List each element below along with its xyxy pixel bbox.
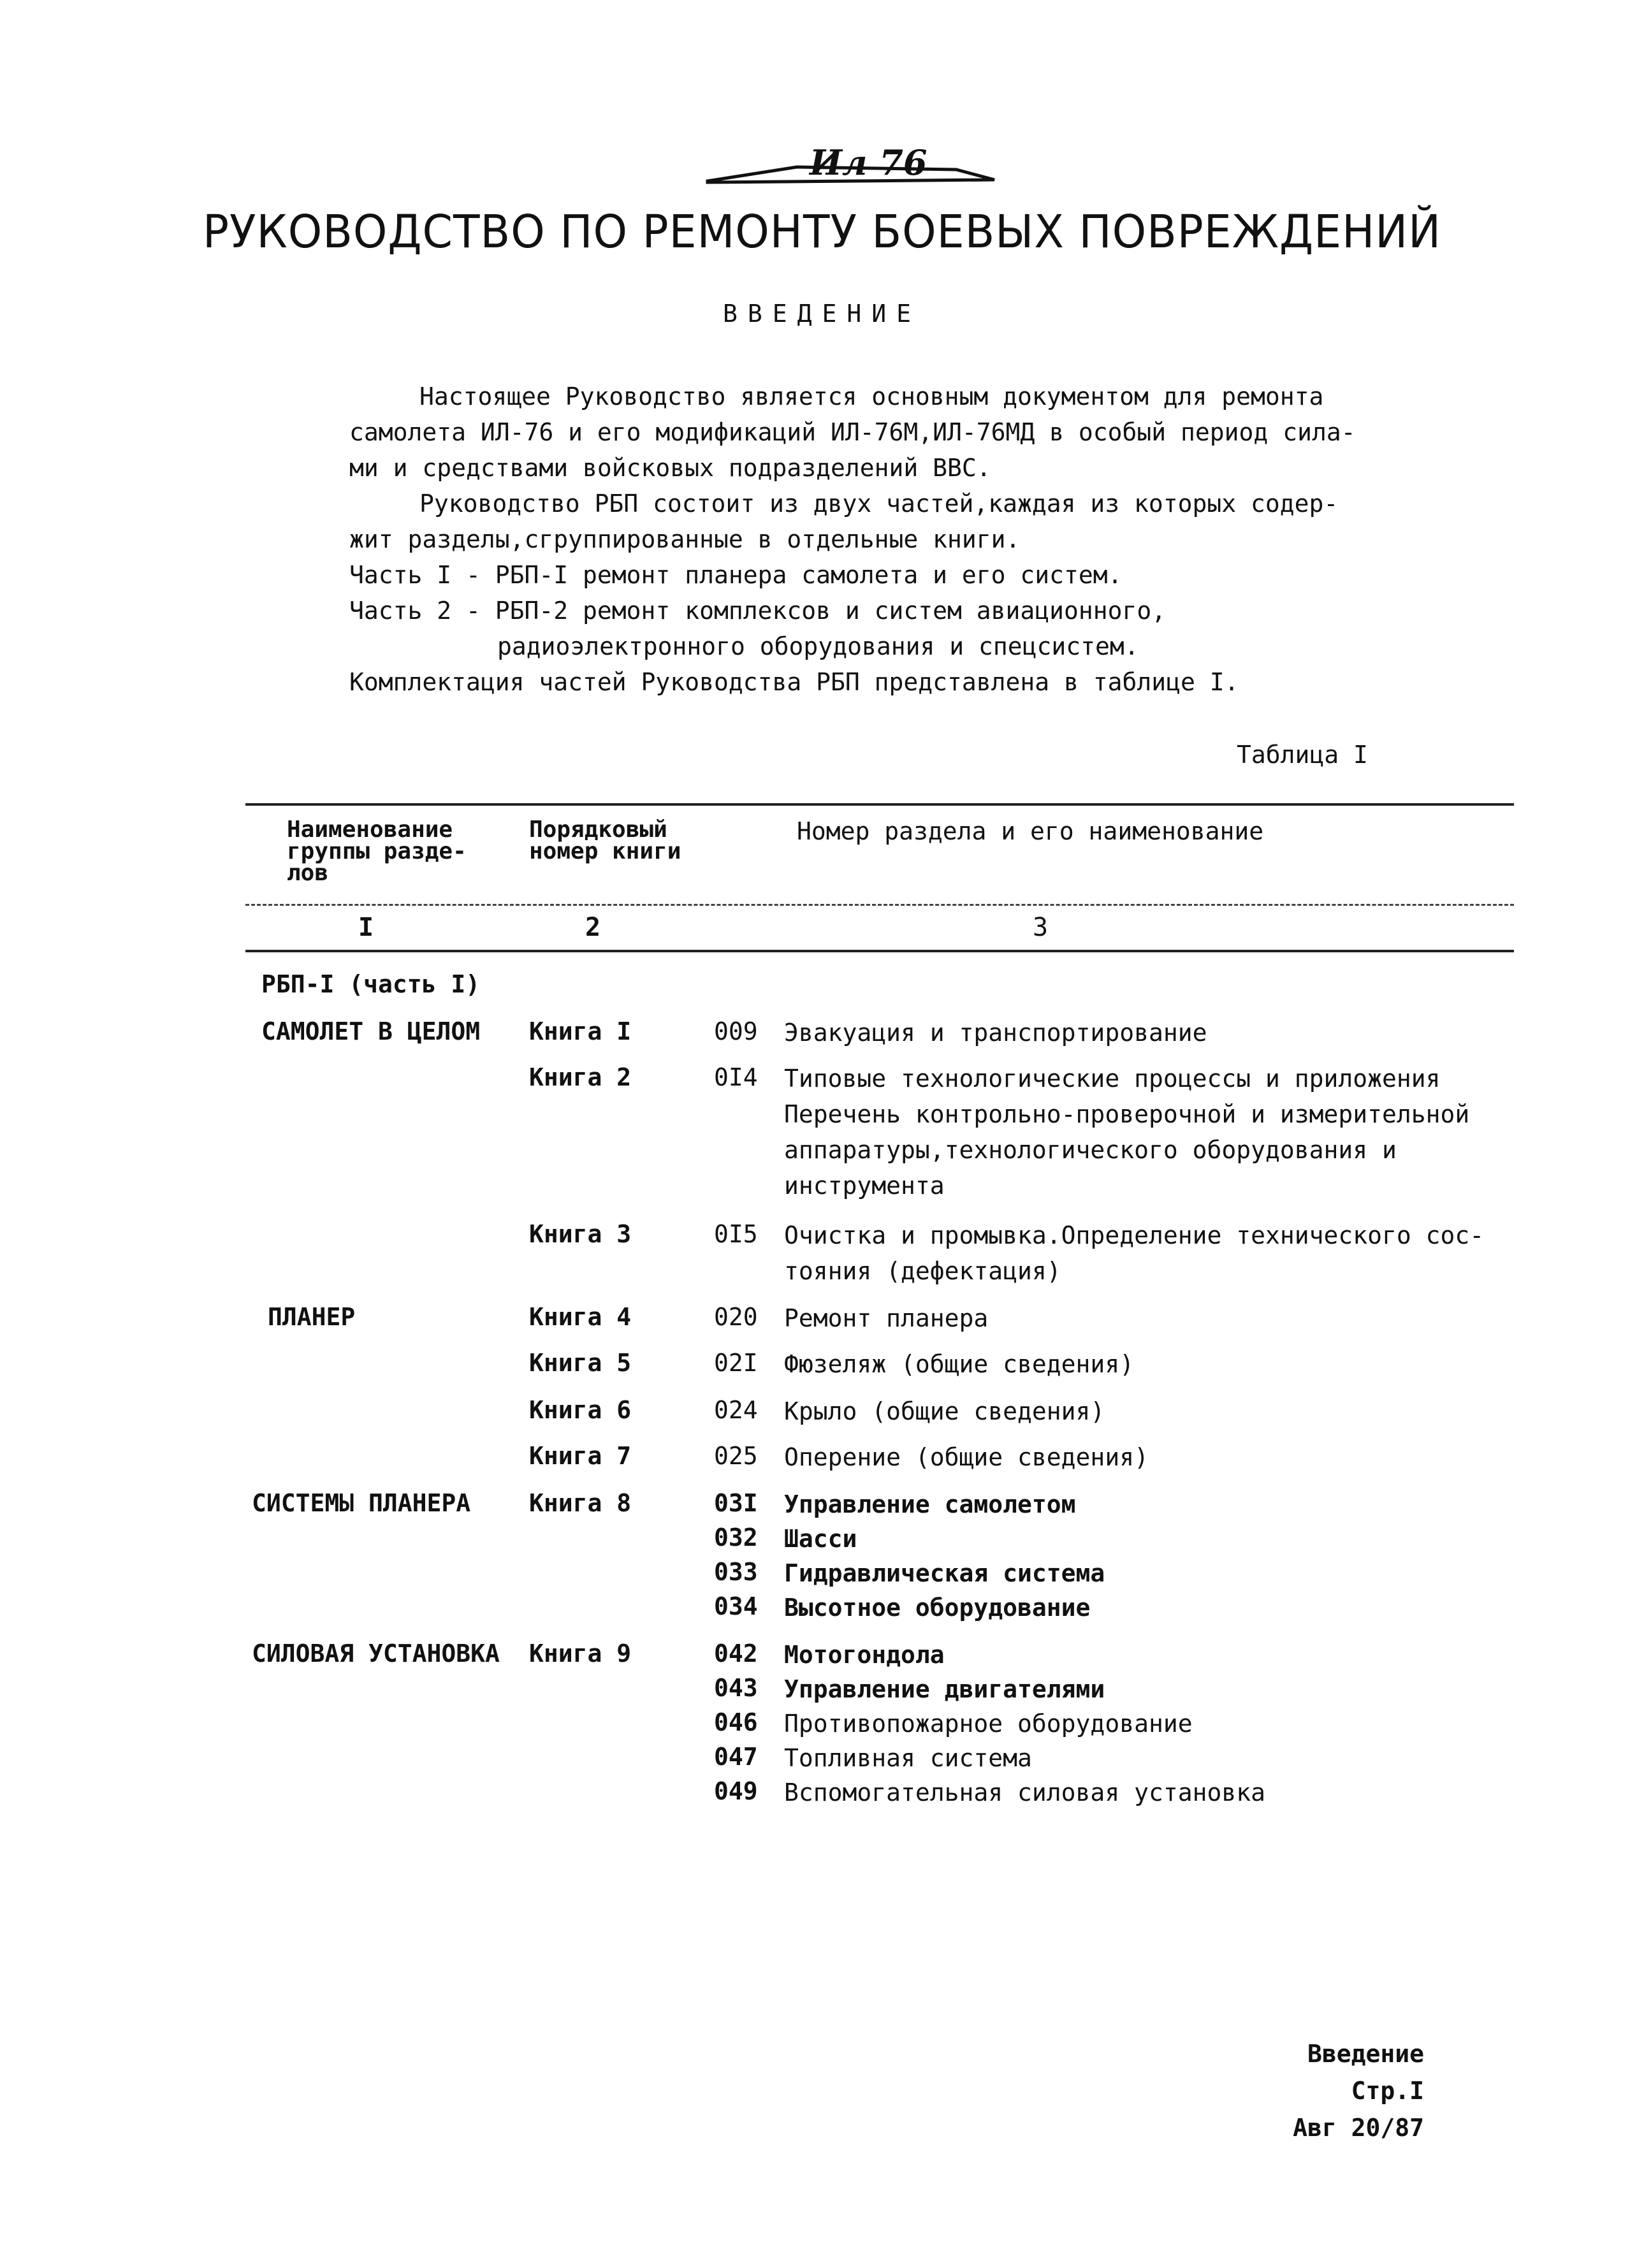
section-desc: Перечень контрольно-проверочной и измерительной (784, 1100, 1470, 1128)
section-desc: Крыло (общие сведения) (784, 1397, 1105, 1425)
section-code: 024 (714, 1396, 758, 1424)
section-desc: Мотогондола (784, 1641, 945, 1669)
section-code: 0I5 (714, 1220, 758, 1248)
book-number: Книга 5 (529, 1349, 632, 1377)
section-code: 009 (714, 1017, 758, 1045)
intro-line-3: ми и средствами войсковых подразделений ВВС. (349, 454, 991, 482)
table-header-rule (245, 904, 1514, 906)
section-desc: Противопожарное оборудование (784, 1710, 1193, 1738)
section-desc: Высотное оборудование (784, 1594, 1091, 1622)
section-code: 0I4 (714, 1063, 758, 1091)
intro-line-5: жит разделы,сгруппированные в отдельные книги. (349, 525, 1021, 553)
section-desc: Шасси (784, 1525, 857, 1553)
section-desc: Вспомогательная силовая установка (784, 1778, 1265, 1806)
book-number: Книга 7 (529, 1442, 632, 1470)
section-desc: тояния (дефектация) (784, 1257, 1061, 1285)
intro-line-1: Настоящее Руководство является основным документом для ремонта (419, 382, 1324, 411)
section-code: 046 (714, 1708, 758, 1736)
book-number: Книга 4 (529, 1303, 632, 1331)
section-desc: Оперение (общие сведения) (784, 1443, 1149, 1471)
table-header-group: Наименование группы разде- лов (287, 817, 467, 886)
group-name: СИСТЕМЫ ПЛАНЕРА (252, 1489, 471, 1517)
col-number-2: 2 (585, 913, 601, 942)
section-title: ВВЕДЕНИЕ (722, 300, 922, 328)
section-desc: Типовые технологические процессы и приложения (784, 1065, 1441, 1093)
section-code: 025 (714, 1442, 758, 1470)
intro-line-9: Комплектация частей Руководства РБП представлена в таблице I. (349, 668, 1239, 696)
footer-section: Введение (1307, 2040, 1424, 2068)
book-number: Книга 3 (529, 1220, 632, 1248)
handwritten-mark (701, 142, 1001, 193)
section-desc: Управление двигателями (784, 1675, 1105, 1703)
section-code: 043 (714, 1674, 758, 1702)
handwritten-text: Ил 76 (810, 142, 927, 183)
part-title: РБП-I (часть I) (261, 970, 481, 998)
intro-line-8: радиоэлектронного оборудования и спецсистем. (497, 632, 1139, 660)
section-desc: Эвакуация и транспортирование (784, 1019, 1207, 1047)
footer-page: Стр.I (1351, 2077, 1424, 2105)
section-code: 03I (714, 1489, 758, 1517)
book-number: Книга 2 (529, 1063, 632, 1091)
table-colnum-rule (245, 950, 1514, 952)
col-number-3: 3 (1033, 913, 1049, 942)
group-name: СИЛОВАЯ УСТАНОВКА (252, 1639, 500, 1668)
section-code: 032 (714, 1523, 758, 1552)
section-code: 02I (714, 1349, 758, 1377)
section-desc: Гидравлическая система (784, 1559, 1105, 1587)
intro-line-4: Руководство РБП состоит из двух частей,каждая из которых содер- (419, 490, 1339, 518)
group-name: САМОЛЕТ В ЦЕЛОМ (261, 1017, 481, 1045)
col-number-1: I (358, 913, 374, 942)
table-label: Таблица I (1237, 741, 1368, 769)
footer-date: Авг 20/87 (1293, 2114, 1424, 2142)
section-code: 034 (714, 1592, 758, 1620)
book-number: Книга 6 (529, 1396, 632, 1424)
book-number: Книга 9 (529, 1639, 632, 1668)
book-number: Книга 8 (529, 1489, 632, 1517)
document-title: РУКОВОДСТВО ПО РЕМОНТУ БОЕВЫХ ПОВРЕЖДЕНИЙ (203, 206, 1441, 259)
table-header-section: Номер раздела и его наименование (797, 817, 1264, 845)
table-top-rule (245, 803, 1514, 806)
section-desc: Ремонт планера (784, 1304, 989, 1332)
section-code: 020 (714, 1303, 758, 1331)
section-desc: Фюзеляж (общие сведения) (784, 1350, 1135, 1378)
section-desc: Топливная система (784, 1744, 1032, 1772)
section-desc: Управление самолетом (784, 1490, 1076, 1518)
section-code: 042 (714, 1639, 758, 1668)
section-code: 047 (714, 1743, 758, 1771)
section-code: 033 (714, 1558, 758, 1586)
book-number: Книга I (529, 1017, 632, 1045)
section-desc: инструмента (784, 1172, 945, 1200)
intro-line-2: самолета ИЛ-76 и его модификаций ИЛ-76М,ИЛ-76МД в особый период сила- (349, 418, 1356, 446)
section-desc: аппаратуры,технологического оборудования и (784, 1136, 1397, 1164)
section-code: 049 (714, 1777, 758, 1805)
section-desc: Очистка и промывка.Определение технического сос- (784, 1221, 1485, 1249)
table-header-book: Порядковый номер книги (529, 817, 681, 864)
group-name: ПЛАНЕР (268, 1303, 356, 1331)
intro-line-6: Часть I - РБП-I ремонт планера самолета и его систем. (349, 561, 1123, 589)
intro-line-7: Часть 2 - РБП-2 ремонт комплексов и систем авиационного, (349, 597, 1167, 625)
